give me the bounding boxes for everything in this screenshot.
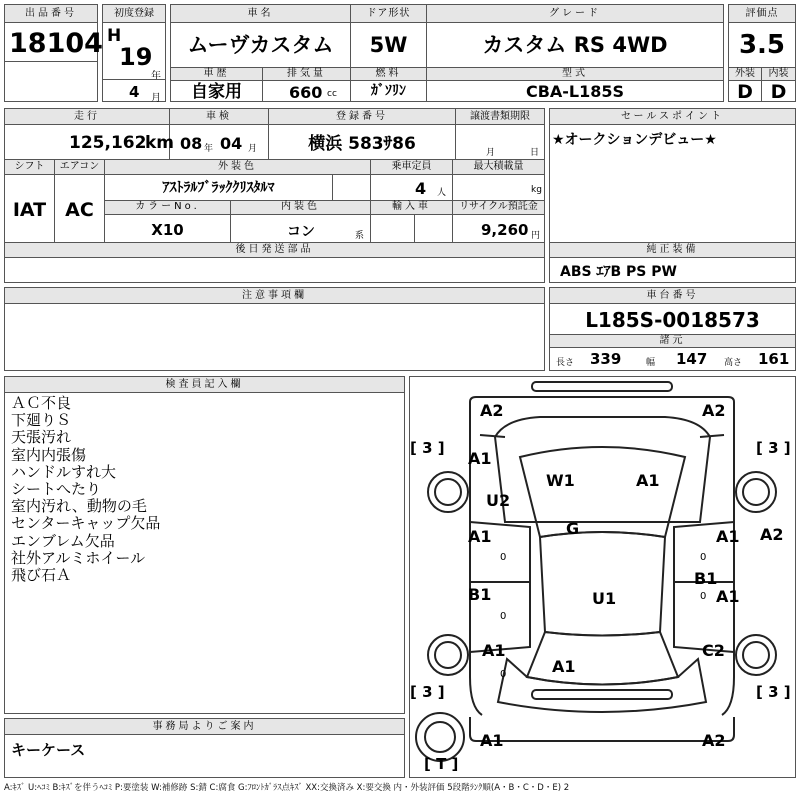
rear-strip <box>532 690 672 699</box>
mark-front-door-right: A1 <box>716 527 740 546</box>
reg-year: 19 <box>119 43 153 71</box>
grade-label: グレード <box>427 5 723 23</box>
recycle-cell <box>453 215 544 242</box>
recycle-unit: 円 <box>531 231 541 241</box>
fuel-label: 燃料 <box>351 67 427 81</box>
plate-label: 登録番号 <box>269 109 456 125</box>
load-unit: kg <box>531 185 542 195</box>
tire-front-right: [ 3 ] <box>756 439 791 457</box>
first-registration-box <box>102 4 166 102</box>
mileage: 125,162 <box>69 133 147 153</box>
exterior-label: 外装 <box>729 67 762 81</box>
height: 161 <box>758 350 790 368</box>
transfer-day-unit: 日 <box>530 148 540 158</box>
lot-spacer <box>5 61 97 101</box>
wheel-rr-inner <box>743 642 769 668</box>
inspector-remarks <box>11 395 401 584</box>
rear-window <box>527 632 678 685</box>
wheel-rl-inner <box>435 642 461 668</box>
shift-label: シフト <box>5 159 55 175</box>
grade: カスタム RS 4WD <box>482 33 668 57</box>
history: 自家用 <box>171 81 263 101</box>
mark-windshield: W1 <box>546 471 575 490</box>
fuel: ｶﾞｿﾘﾝ <box>351 81 427 101</box>
exterior-score: D <box>729 81 762 101</box>
office-label: 事務局よりご案内 <box>5 719 404 735</box>
inspection-month: 04 <box>220 134 243 153</box>
interior-color: コン <box>287 224 315 240</box>
dims-row <box>550 348 795 370</box>
wheel-fl-inner <box>435 479 461 505</box>
tire-front-left: [ 3 ] <box>410 439 445 457</box>
interior-color-cell <box>231 215 371 242</box>
caution-box <box>4 287 545 371</box>
selling-point-box <box>549 108 796 283</box>
import-cell-a <box>371 215 415 242</box>
load-cell <box>453 175 544 201</box>
remark-item: センターキャップ欠品 <box>11 514 161 533</box>
remark-item: 室内汚れ、動物の毛 <box>11 497 147 516</box>
width-label: 幅 <box>646 358 656 368</box>
tire-rear-right: [ 3 ] <box>756 683 791 701</box>
model-label: 型式 <box>427 67 723 81</box>
body-left <box>470 425 482 715</box>
mileage-unit: km <box>145 133 175 153</box>
selling-point: ★オークションデビュー★ <box>552 132 717 148</box>
interior-color-label: 内装色 <box>231 201 371 215</box>
roof <box>540 532 665 636</box>
remark-item: ハンドルすれ大 <box>11 462 117 481</box>
spare-wheel <box>416 713 464 761</box>
spare-tire: [ T ] <box>424 755 459 773</box>
length: 339 <box>590 350 622 368</box>
width: 147 <box>676 350 708 368</box>
score: 3.5 <box>738 30 786 60</box>
color-no-label: カラーNo. <box>105 201 231 215</box>
legend: A:ｷｽﾞ U:ﾍｺﾐ B:ｷｽﾞを伴うﾍｺﾐ P:要塗装 W:補修跡 S:錆 C:腐食 G:ﾌﾛﾝﾄｶﾞﾗｽ点ｷｽﾞ XX:交換済み X:要交換 内・外装評価 5段階ﾗﾝｸ順(A・B・C・D・E) 2 <box>4 783 570 793</box>
inspection-label: 車検 <box>170 109 269 125</box>
selling-point-label: セールスポイント <box>550 109 795 125</box>
remark-item: エンブレム欠品 <box>11 531 115 550</box>
tire-rear-left: [ 3 ] <box>410 683 445 701</box>
lights-right <box>700 435 724 437</box>
vehicle-info-box <box>4 108 545 283</box>
caution-label: 注意事項欄 <box>5 288 544 304</box>
transfer-label: 譲渡書類期限 <box>456 109 544 125</box>
inspector-box <box>4 376 405 714</box>
office-box <box>4 718 405 778</box>
mark-rl-corner: A1 <box>480 731 504 750</box>
displacement: 660 <box>289 83 323 102</box>
remark-item: ＡＣ不良 <box>11 394 72 412</box>
small-mark: 0 <box>700 591 707 602</box>
windshield <box>520 447 685 537</box>
interior-color-unit: 系 <box>355 231 365 241</box>
recycle-label: リサイクル預託金 <box>453 201 544 215</box>
interior-score: D <box>770 81 787 103</box>
lot-label: 出品番号 <box>5 5 97 23</box>
era: H <box>107 26 122 46</box>
inspection-cell <box>170 125 269 159</box>
color-label: 外装色 <box>105 159 371 175</box>
small-mark: 0 <box>500 552 507 563</box>
mark-fl-fender: A1 <box>468 449 492 468</box>
mark-fr-corner: A2 <box>702 401 726 420</box>
mark-tailgate: A1 <box>552 657 576 676</box>
mark-hood-right: A1 <box>636 471 660 490</box>
mark-fl-corner: A2 <box>480 401 504 420</box>
ac-label: エアコン <box>55 159 105 175</box>
score-label: 評価点 <box>729 5 795 23</box>
mark-right-panel: A2 <box>760 525 784 544</box>
car-name: ムーヴカスタム <box>171 23 351 67</box>
rear-bumper <box>470 717 734 741</box>
capacity-unit: 人 <box>437 188 447 198</box>
plate-number: 横浜 583ｻ86 <box>269 125 456 159</box>
reg-month-unit: 月 <box>151 93 161 104</box>
mark-rear-door-right-b: B1 <box>694 569 718 588</box>
displacement-unit: cc <box>327 89 337 99</box>
transfer-cell <box>456 125 544 159</box>
equipment-label: 純正装備 <box>550 242 795 258</box>
remark-item: 社外アルミホイール <box>11 548 146 567</box>
dims-label: 諸元 <box>550 334 795 348</box>
interior-label: 内装 <box>762 67 795 81</box>
door-type: 5W <box>351 23 427 67</box>
reg-month: 4 <box>129 83 140 101</box>
lights-left <box>480 435 505 437</box>
load-label: 最大積載量 <box>453 159 544 175</box>
length-label: 長さ <box>556 358 575 368</box>
remark-item: 下廻りＳ <box>11 411 72 430</box>
history-label: 車歴 <box>171 67 263 81</box>
chassis-label: 車台番号 <box>550 288 795 304</box>
air-conditioner: AC <box>55 175 105 242</box>
shift: IAT <box>5 175 55 242</box>
mark-cabin: U1 <box>592 589 617 608</box>
chassis-box <box>549 287 796 371</box>
import-label: 輸入車 <box>371 201 453 215</box>
door-label: ドア形状 <box>351 5 427 23</box>
mark-rear-fender-left: A1 <box>482 641 506 660</box>
front-bumper <box>470 397 734 425</box>
chassis-number: L185S-0018573 <box>585 308 760 332</box>
wheel-fr-inner <box>743 479 769 505</box>
inspection-year: 08 <box>180 134 203 153</box>
remark-item: 飛び石Ａ <box>11 566 72 585</box>
car-name-label: 車名 <box>171 5 351 23</box>
car-outline <box>410 377 795 777</box>
recycle-fee: 9,260 <box>481 221 529 239</box>
displacement-label: 排気量 <box>263 67 351 81</box>
exterior-color: ｱｽﾄﾗﾙﾌﾞﾗｯｸｸﾘｽﾀﾙﾏ <box>105 175 333 201</box>
displacement-cell <box>263 81 351 101</box>
mileage-cell <box>5 125 175 159</box>
body-right <box>722 425 734 715</box>
color-number: X10 <box>105 215 231 242</box>
mark-rr-corner: A2 <box>702 731 726 750</box>
inspector-label: 検査員記入欄 <box>5 377 404 393</box>
lot-box <box>4 4 103 102</box>
import-cell-b <box>415 215 453 242</box>
mark-roof: G <box>566 519 580 538</box>
mileage-label: 走行 <box>5 109 170 125</box>
capacity-cell <box>371 175 453 201</box>
reg-year-unit: 年 <box>151 71 161 82</box>
remark-item: 室内内張傷 <box>11 445 87 464</box>
office-note: キーケース <box>11 741 86 759</box>
later-parts-value <box>5 258 544 282</box>
later-parts-label: 後日発送部品 <box>5 242 544 258</box>
mark-rear-door-right: A1 <box>716 587 740 606</box>
mark-pillar: U2 <box>486 491 511 510</box>
lot-number: 18104 <box>9 28 103 59</box>
front-strip <box>532 382 672 391</box>
color-extra <box>333 175 371 201</box>
equipment: ABS ｴｱB PS PW <box>560 264 677 280</box>
mark-rear-door-left: B1 <box>468 585 492 604</box>
model: CBA-L185S <box>525 82 625 101</box>
small-mark: 0 <box>500 669 507 680</box>
height-label: 高さ <box>724 358 743 368</box>
damage-diagram <box>409 376 796 778</box>
inspection-year-unit: 年 <box>204 144 214 154</box>
hood <box>495 417 710 522</box>
mark-front-door-left: A1 <box>468 527 492 546</box>
transfer-month-unit: 月 <box>486 148 496 158</box>
main-header-box <box>170 4 724 102</box>
score-box <box>728 4 796 102</box>
capacity: 4 <box>415 179 427 198</box>
small-mark: 0 <box>500 611 507 622</box>
inspection-month-unit: 月 <box>248 144 258 154</box>
spare-wheel-inner <box>425 722 455 752</box>
remark-item: シートへたり <box>11 480 102 499</box>
first-reg-label: 初度登録 <box>103 5 165 23</box>
remark-item: 天張汚れ <box>11 428 72 447</box>
capacity-label: 乗車定員 <box>371 159 453 175</box>
small-mark: 0 <box>700 552 707 563</box>
mark-rear-fender-right: C2 <box>702 641 725 660</box>
